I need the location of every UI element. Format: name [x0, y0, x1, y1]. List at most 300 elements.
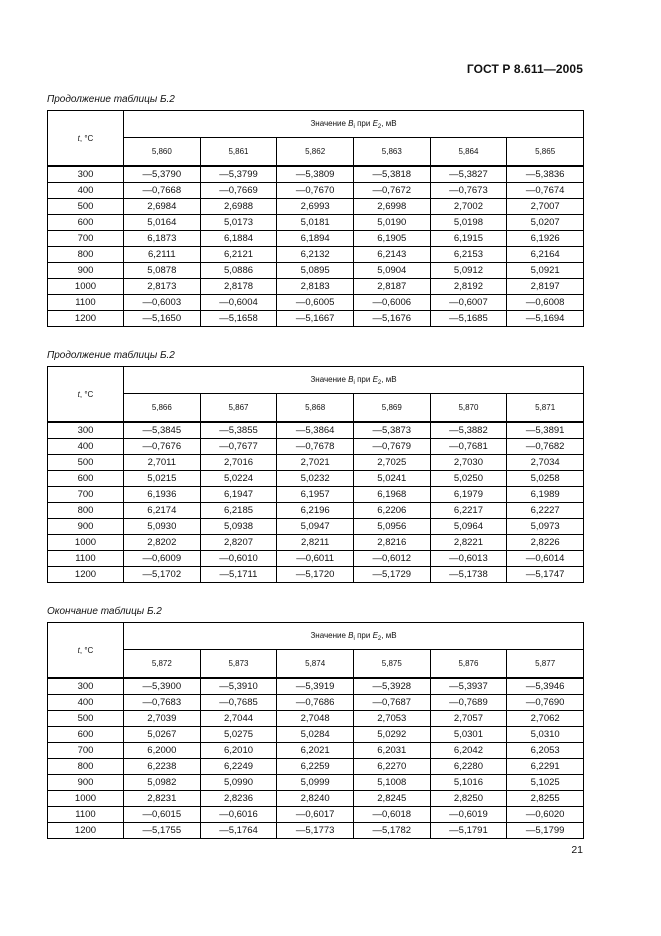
- value-cell: 6,2143: [353, 247, 430, 263]
- value-cell: —5,1729: [353, 567, 430, 583]
- value-cell: 2,8221: [430, 535, 507, 551]
- value-cell: —0,6013: [430, 551, 507, 567]
- e-subscript: 2: [377, 635, 382, 642]
- value-cell: 5,0912: [430, 263, 507, 279]
- value-cell: —5,1676: [353, 311, 430, 327]
- temperature-cell: 700: [48, 487, 124, 503]
- temperature-cell: 500: [48, 455, 124, 471]
- value-cell: 6,1926: [507, 231, 584, 247]
- value-cell: —5,1799: [507, 823, 584, 839]
- temperature-cell: 700: [48, 743, 124, 759]
- value-cell: 6,2206: [353, 503, 430, 519]
- value-cell: 6,2010: [200, 743, 277, 759]
- value-cell: 2,7025: [353, 455, 430, 471]
- temperature-cell: 1200: [48, 823, 124, 839]
- value-cell: 2,8236: [200, 791, 277, 807]
- temperature-column-header: [48, 623, 124, 679]
- value-cell: 6,2031: [353, 743, 430, 759]
- value-cell: —5,3900: [124, 678, 201, 695]
- value-cell: —0,6014: [507, 551, 584, 567]
- column-header: 5,872: [124, 650, 201, 679]
- value-cell: —0,6009: [124, 551, 201, 567]
- value-cell: 6,2291: [507, 759, 584, 775]
- e-symbol: E: [372, 118, 378, 128]
- column-header: 5,868: [277, 394, 354, 423]
- value-cell: 2,8173: [124, 279, 201, 295]
- value-cell: 2,7007: [507, 199, 584, 215]
- value-cell: 6,1884: [200, 231, 277, 247]
- data-table: [47, 622, 584, 839]
- value-cell: —5,1764: [200, 823, 277, 839]
- value-cell: 5,0190: [353, 215, 430, 231]
- value-cell: 5,0198: [430, 215, 507, 231]
- at-word: при: [357, 374, 371, 384]
- table-row: [48, 247, 584, 263]
- value-cell: —0,7686: [277, 695, 354, 711]
- table-row: [48, 567, 584, 583]
- table-row: [48, 759, 584, 775]
- value-cell: 5,0999: [277, 775, 354, 791]
- header-row: [48, 367, 584, 394]
- value-cell: —0,7669: [200, 183, 277, 199]
- temperature-symbol: t: [77, 133, 80, 143]
- table-row: [48, 199, 584, 215]
- value-cell: 6,2000: [124, 743, 201, 759]
- table-row: [48, 503, 584, 519]
- value-cell: 2,7062: [507, 711, 584, 727]
- value-cell: 5,0207: [507, 215, 584, 231]
- value-cell: 2,8202: [124, 535, 201, 551]
- value-cell: 5,0973: [507, 519, 584, 535]
- temperature-column-header: [48, 367, 124, 423]
- table-row: [48, 487, 584, 503]
- temperature-symbol: t: [77, 645, 80, 655]
- value-cell: 6,2280: [430, 759, 507, 775]
- column-header: 5,861: [200, 138, 277, 167]
- table-row: [48, 743, 584, 759]
- table-row: [48, 183, 584, 199]
- table-row: [48, 166, 584, 183]
- value-cell: —0,6004: [200, 295, 277, 311]
- temperature-cell: 600: [48, 471, 124, 487]
- value-cell: 6,1894: [277, 231, 354, 247]
- table-row: [48, 422, 584, 439]
- e-symbol: E: [372, 374, 378, 384]
- column-header: 5,874: [277, 650, 354, 679]
- value-cell: 6,2132: [277, 247, 354, 263]
- temperature-cell: 1000: [48, 279, 124, 295]
- column-header: 5,876: [430, 650, 507, 679]
- value-cell: 6,2053: [507, 743, 584, 759]
- value-cell: 6,2042: [430, 743, 507, 759]
- value-cell: 2,6984: [124, 199, 201, 215]
- temperature-cell: 800: [48, 503, 124, 519]
- table-row: [48, 471, 584, 487]
- value-cell: —5,1685: [430, 311, 507, 327]
- value-cell: 6,1979: [430, 487, 507, 503]
- column-header: 5,870: [430, 394, 507, 423]
- value-cell: 2,7044: [200, 711, 277, 727]
- unit-label: , мВ: [381, 630, 397, 640]
- value-cell: 2,8226: [507, 535, 584, 551]
- value-cell: —0,7687: [353, 695, 430, 711]
- b-subscript: i: [353, 635, 355, 642]
- value-cell: 5,0173: [200, 215, 277, 231]
- value-cell: —0,7673: [430, 183, 507, 199]
- unit-label: , мВ: [381, 118, 397, 128]
- value-cell: 6,2249: [200, 759, 277, 775]
- temperature-cell: 1200: [48, 311, 124, 327]
- column-header: 5,866: [124, 394, 201, 423]
- value-cell: —5,1791: [430, 823, 507, 839]
- value-cell: 5,0232: [277, 471, 354, 487]
- value-cell: —5,3855: [200, 422, 277, 439]
- value-cell: —0,6006: [353, 295, 430, 311]
- value-cell: —0,6016: [200, 807, 277, 823]
- value-cell: —0,6012: [353, 551, 430, 567]
- value-cell: 5,0258: [507, 471, 584, 487]
- value-cell: —0,7672: [353, 183, 430, 199]
- value-cell: —0,6019: [430, 807, 507, 823]
- value-cell: —0,7689: [430, 695, 507, 711]
- column-header: 5,871: [507, 394, 584, 423]
- temperature-cell: 500: [48, 199, 124, 215]
- value-cell: 5,1025: [507, 775, 584, 791]
- value-cell: 2,8187: [353, 279, 430, 295]
- value-cell: 5,0275: [200, 727, 277, 743]
- table-row: [48, 807, 584, 823]
- value-cell: —0,6020: [507, 807, 584, 823]
- value-cell: 5,0267: [124, 727, 201, 743]
- table-row: [48, 231, 584, 247]
- e-subscript: 2: [377, 123, 382, 130]
- value-cell: —0,6007: [430, 295, 507, 311]
- value-cell: —0,6003: [124, 295, 201, 311]
- column-header: 5,867: [200, 394, 277, 423]
- temperature-cell: 900: [48, 519, 124, 535]
- value-cell: 2,7002: [430, 199, 507, 215]
- value-cell: 6,2164: [507, 247, 584, 263]
- value-cell: —5,3818: [353, 166, 430, 183]
- temperature-cell: 300: [48, 166, 124, 183]
- value-cell: 5,0956: [353, 519, 430, 535]
- value-cell: —5,1782: [353, 823, 430, 839]
- value-cell: —5,3882: [430, 422, 507, 439]
- value-cell: —5,1720: [277, 567, 354, 583]
- value-cell: 2,7016: [200, 455, 277, 471]
- value-cell: 6,2270: [353, 759, 430, 775]
- column-header: 5,865: [507, 138, 584, 167]
- value-cell: 2,8178: [200, 279, 277, 295]
- value-cell: 6,2238: [124, 759, 201, 775]
- value-cell: —0,6010: [200, 551, 277, 567]
- value-cell: 5,0964: [430, 519, 507, 535]
- value-cell: 6,1873: [124, 231, 201, 247]
- value-cell: —0,7681: [430, 439, 507, 455]
- value-cell: —5,3864: [277, 422, 354, 439]
- value-cell: 5,1016: [430, 775, 507, 791]
- table-row: [48, 295, 584, 311]
- value-cell: —0,7670: [277, 183, 354, 199]
- table-caption: Продолжение таблицы Б.2: [47, 94, 175, 105]
- value-cell: 2,7021: [277, 455, 354, 471]
- value-cell: —0,7676: [124, 439, 201, 455]
- temperature-cell: 300: [48, 422, 124, 439]
- value-cell: —0,6017: [277, 807, 354, 823]
- value-cell: —5,1702: [124, 567, 201, 583]
- value-cell: —5,1773: [277, 823, 354, 839]
- temperature-cell: 800: [48, 247, 124, 263]
- temperature-cell: 800: [48, 759, 124, 775]
- value-cell: 2,7030: [430, 455, 507, 471]
- temperature-unit: , °С: [79, 645, 94, 655]
- temperature-cell: 1100: [48, 807, 124, 823]
- value-cell: 6,2196: [277, 503, 354, 519]
- value-cell: 6,2185: [200, 503, 277, 519]
- value-cell: 6,2259: [277, 759, 354, 775]
- value-cell: —0,7682: [507, 439, 584, 455]
- table-row: [48, 727, 584, 743]
- value-cell: 2,8240: [277, 791, 354, 807]
- value-cell: 6,2121: [200, 247, 277, 263]
- table-row: [48, 551, 584, 567]
- value-cell: —5,1694: [507, 311, 584, 327]
- table-row: [48, 311, 584, 327]
- header-row: [48, 623, 584, 650]
- column-header: 5,869: [353, 394, 430, 423]
- value-cell: —5,3873: [353, 422, 430, 439]
- values-group-header: [124, 367, 584, 394]
- temperature-cell: 700: [48, 231, 124, 247]
- temperature-symbol: t: [77, 389, 80, 399]
- table-row: [48, 775, 584, 791]
- column-header: 5,875: [353, 650, 430, 679]
- value-cell: —5,3799: [200, 166, 277, 183]
- value-cell: 5,0930: [124, 519, 201, 535]
- b-symbol: B: [348, 118, 354, 128]
- value-cell: 2,8183: [277, 279, 354, 295]
- value-cell: 5,0284: [277, 727, 354, 743]
- value-cell: 6,1905: [353, 231, 430, 247]
- data-table: [47, 366, 584, 583]
- value-cell: 5,0886: [200, 263, 277, 279]
- at-word: при: [357, 630, 371, 640]
- value-cell: —0,7683: [124, 695, 201, 711]
- value-cell: 5,0241: [353, 471, 430, 487]
- value-cell: 5,0215: [124, 471, 201, 487]
- value-cell: 5,0895: [277, 263, 354, 279]
- temperature-cell: 300: [48, 678, 124, 695]
- value-cell: 6,2021: [277, 743, 354, 759]
- temperature-cell: 600: [48, 215, 124, 231]
- value-cell: —5,3790: [124, 166, 201, 183]
- value-cell: 5,0301: [430, 727, 507, 743]
- value-cell: —5,1738: [430, 567, 507, 583]
- value-cell: 2,6988: [200, 199, 277, 215]
- value-cell: 6,1947: [200, 487, 277, 503]
- table-row: [48, 455, 584, 471]
- column-values-row: [48, 138, 584, 167]
- value-cell: —0,7679: [353, 439, 430, 455]
- page-number: 21: [571, 844, 583, 856]
- table-row: [48, 711, 584, 727]
- temperature-cell: 500: [48, 711, 124, 727]
- column-header: 5,877: [507, 650, 584, 679]
- values-group-header: [124, 111, 584, 138]
- temperature-column-header: [48, 111, 124, 167]
- value-cell: —5,3946: [507, 678, 584, 695]
- data-table: [47, 110, 584, 327]
- value-cell: 6,2174: [124, 503, 201, 519]
- value-cell: 6,1957: [277, 487, 354, 503]
- table-row: [48, 678, 584, 695]
- value-cell: 6,2111: [124, 247, 201, 263]
- value-cell: 2,7057: [430, 711, 507, 727]
- temperature-cell: 900: [48, 263, 124, 279]
- value-cell: 2,8255: [507, 791, 584, 807]
- column-values-row: [48, 394, 584, 423]
- value-cell: 2,6998: [353, 199, 430, 215]
- value-cell: 5,0982: [124, 775, 201, 791]
- value-cell: —5,3845: [124, 422, 201, 439]
- values-group-header: [124, 623, 584, 650]
- value-cell: 5,0921: [507, 263, 584, 279]
- value-cell: 5,1008: [353, 775, 430, 791]
- value-cell: 6,1989: [507, 487, 584, 503]
- group-label: Значение: [310, 630, 346, 640]
- e-subscript: 2: [377, 379, 382, 386]
- value-cell: 5,0878: [124, 263, 201, 279]
- value-cell: —5,1711: [200, 567, 277, 583]
- table-row: [48, 519, 584, 535]
- value-cell: —0,7690: [507, 695, 584, 711]
- value-cell: —5,3836: [507, 166, 584, 183]
- value-cell: 2,7039: [124, 711, 201, 727]
- header-row: [48, 111, 584, 138]
- value-cell: 5,0250: [430, 471, 507, 487]
- value-cell: 6,1915: [430, 231, 507, 247]
- value-cell: —5,3827: [430, 166, 507, 183]
- table-row: [48, 823, 584, 839]
- value-cell: 5,0164: [124, 215, 201, 231]
- value-cell: —0,6005: [277, 295, 354, 311]
- value-cell: 5,0292: [353, 727, 430, 743]
- value-cell: 2,7048: [277, 711, 354, 727]
- table-row: [48, 695, 584, 711]
- e-symbol: E: [372, 630, 378, 640]
- group-label: Значение: [310, 118, 346, 128]
- value-cell: —0,6011: [277, 551, 354, 567]
- value-cell: 6,2227: [507, 503, 584, 519]
- value-cell: 5,0224: [200, 471, 277, 487]
- temperature-cell: 400: [48, 183, 124, 199]
- value-cell: 2,8192: [430, 279, 507, 295]
- value-cell: —0,7668: [124, 183, 201, 199]
- column-header: 5,864: [430, 138, 507, 167]
- table-row: [48, 535, 584, 551]
- value-cell: 2,7053: [353, 711, 430, 727]
- temperature-cell: 600: [48, 727, 124, 743]
- value-cell: 6,2217: [430, 503, 507, 519]
- document-header: ГОСТ Р 8.611—2005: [466, 62, 583, 76]
- value-cell: 5,0904: [353, 263, 430, 279]
- temperature-cell: 1000: [48, 535, 124, 551]
- table-row: [48, 279, 584, 295]
- column-header: 5,873: [200, 650, 277, 679]
- value-cell: 5,0181: [277, 215, 354, 231]
- table-caption: Продолжение таблицы Б.2: [47, 350, 175, 361]
- temperature-unit: , °С: [79, 133, 94, 143]
- group-label: Значение: [310, 374, 346, 384]
- value-cell: 2,7034: [507, 455, 584, 471]
- value-cell: 2,8250: [430, 791, 507, 807]
- b-subscript: i: [353, 123, 355, 130]
- value-cell: —0,7685: [200, 695, 277, 711]
- value-cell: —5,3919: [277, 678, 354, 695]
- value-cell: 2,8216: [353, 535, 430, 551]
- unit-label: , мВ: [381, 374, 397, 384]
- value-cell: 5,0310: [507, 727, 584, 743]
- value-cell: 5,0938: [200, 519, 277, 535]
- value-cell: —5,3928: [353, 678, 430, 695]
- value-cell: 6,2153: [430, 247, 507, 263]
- value-cell: —5,1747: [507, 567, 584, 583]
- temperature-cell: 1100: [48, 551, 124, 567]
- temperature-cell: 400: [48, 695, 124, 711]
- value-cell: 6,1968: [353, 487, 430, 503]
- table-row: [48, 215, 584, 231]
- at-word: при: [357, 118, 371, 128]
- table-row: [48, 791, 584, 807]
- value-cell: —5,3910: [200, 678, 277, 695]
- value-cell: 5,0990: [200, 775, 277, 791]
- value-cell: 2,8245: [353, 791, 430, 807]
- b-symbol: B: [348, 630, 354, 640]
- value-cell: 2,8197: [507, 279, 584, 295]
- table-caption: Окончание таблицы Б.2: [47, 606, 162, 617]
- value-cell: 2,8231: [124, 791, 201, 807]
- value-cell: —5,3891: [507, 422, 584, 439]
- value-cell: —5,3937: [430, 678, 507, 695]
- temperature-cell: 1200: [48, 567, 124, 583]
- table-row: [48, 439, 584, 455]
- value-cell: —5,3809: [277, 166, 354, 183]
- table-row: [48, 263, 584, 279]
- value-cell: 2,7011: [124, 455, 201, 471]
- value-cell: —0,6018: [353, 807, 430, 823]
- temperature-unit: , °С: [79, 389, 94, 399]
- b-symbol: B: [348, 374, 354, 384]
- column-header: 5,862: [277, 138, 354, 167]
- value-cell: —0,7678: [277, 439, 354, 455]
- value-cell: —0,6008: [507, 295, 584, 311]
- value-cell: 2,8207: [200, 535, 277, 551]
- temperature-cell: 900: [48, 775, 124, 791]
- temperature-cell: 1000: [48, 791, 124, 807]
- value-cell: —5,1755: [124, 823, 201, 839]
- temperature-cell: 1100: [48, 295, 124, 311]
- value-cell: —0,7677: [200, 439, 277, 455]
- value-cell: 2,6993: [277, 199, 354, 215]
- column-header: 5,860: [124, 138, 201, 167]
- temperature-cell: 400: [48, 439, 124, 455]
- value-cell: —5,1667: [277, 311, 354, 327]
- value-cell: —0,6015: [124, 807, 201, 823]
- value-cell: 6,1936: [124, 487, 201, 503]
- b-subscript: i: [353, 379, 355, 386]
- column-header: 5,863: [353, 138, 430, 167]
- value-cell: 5,0947: [277, 519, 354, 535]
